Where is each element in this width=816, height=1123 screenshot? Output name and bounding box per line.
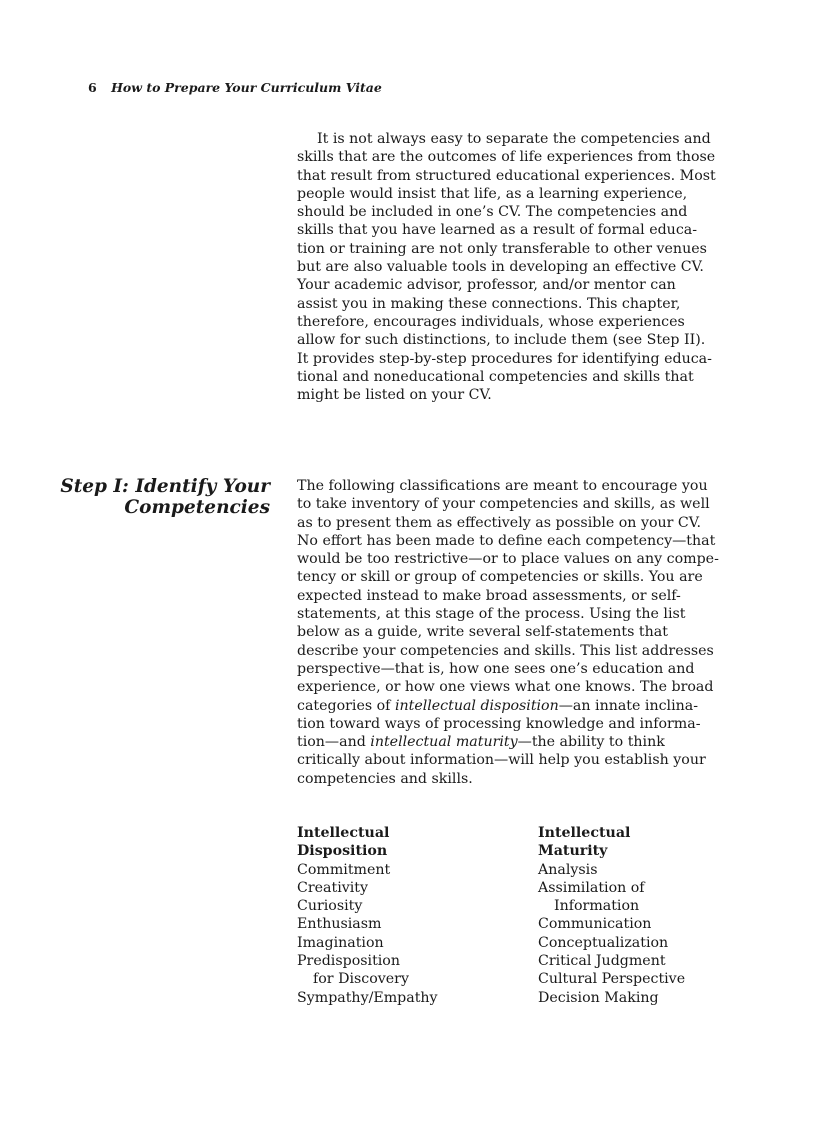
section-heading-line: Competencies: [124, 497, 270, 518]
text-line: as to present them as effectively as possible on your CV.: [297, 514, 702, 531]
section-heading-line: Step I: Identify Your: [60, 476, 270, 497]
list-heading: Intellectual: [538, 825, 631, 841]
book-title: How to Prepare Your Curriculum Vitae: [111, 80, 382, 95]
list-heading: Maturity: [538, 843, 608, 860]
list-item: Sympathy/Empathy: [297, 989, 438, 1006]
list-item: Creativity: [297, 879, 368, 896]
text-line: should be included in one’s CV. The competencies and: [297, 204, 688, 221]
text-line: would be too restrictive—or to place values on any compe-: [297, 551, 719, 568]
page-number: 6: [88, 80, 97, 95]
text-line: describe your competencies and skills. This list addresses: [297, 642, 714, 659]
section-heading: [60, 476, 270, 518]
text-line: skills that you have learned as a result of formal educa-: [297, 222, 698, 239]
emphasized-term: intellectual maturity: [370, 734, 518, 751]
text-line: [297, 733, 697, 751]
text-line: Your academic advisor, professor, and/or mentor can: [297, 277, 676, 294]
text-line: below as a guide, write several self-statements that: [297, 624, 668, 641]
text-line: No effort has been made to define each competency—that: [297, 532, 716, 549]
list-item: Imagination: [297, 934, 384, 951]
text-run: —an innate inclina-: [558, 697, 698, 714]
list-heading: Disposition: [297, 843, 388, 860]
list-item: Commitment: [297, 861, 391, 878]
list-intellectual-maturity: [538, 824, 685, 1007]
list-item: Communication: [538, 916, 652, 933]
text-line: might be listed on your CV.: [297, 387, 492, 404]
text-run: —the ability to think: [517, 734, 665, 751]
text-line: statements, at this stage of the process. Using the list: [297, 606, 686, 623]
text-line: tency or skill or group of competencies or skills. You are: [297, 569, 703, 586]
text-line: critically about information—will help you establish your: [297, 752, 706, 769]
text-run: categories of: [297, 697, 395, 714]
text-line: The following classifications are meant to encourage you: [297, 478, 708, 494]
step-paragraph: [297, 477, 719, 788]
text-line: but are also valuable tools in developing an effective CV.: [297, 259, 704, 276]
list-item: Analysis: [538, 861, 598, 878]
list-item: Decision Making: [538, 989, 659, 1006]
text-line: tion toward ways of processing knowledge and informa-: [297, 715, 701, 732]
list-item: Conceptualization: [538, 934, 669, 951]
text-line: It provides step-by-step procedures for identifying educa-: [297, 350, 712, 367]
running-header: [88, 80, 382, 95]
text-line: skills that are the outcomes of life experiences from those: [297, 149, 716, 166]
text-line: to take inventory of your competencies and skills, as well: [297, 496, 710, 513]
list-item: Information: [554, 898, 640, 915]
text-line: [297, 697, 697, 715]
list-item: Enthusiasm: [297, 916, 382, 933]
intro-paragraph: [297, 130, 716, 404]
text-line: experience, or how one views what one knows. The broad: [297, 679, 714, 696]
list-item: Critical Judgment: [538, 953, 666, 970]
text-line: tional and noneducational competencies and skills that: [297, 368, 694, 385]
list-item: for Discovery: [313, 971, 409, 988]
list-item: Curiosity: [297, 898, 363, 915]
text-line: that result from structured educational experiences. Most: [297, 167, 716, 184]
list-heading: Intellectual: [297, 825, 390, 841]
text-line: It is not always easy to separate the competencies and: [317, 131, 711, 147]
text-line: competencies and skills.: [297, 770, 473, 787]
text-line: people would insist that life, as a learning experience,: [297, 185, 688, 202]
emphasized-term: intellectual disposition: [394, 697, 559, 714]
text-line: therefore, encourages individuals, whose experiences: [297, 313, 685, 330]
list-intellectual-disposition: [297, 824, 438, 1007]
text-line: perspective—that is, how one sees one’s education and: [297, 660, 695, 677]
text-run: tion—and: [297, 734, 371, 751]
list-item: Assimilation of: [538, 879, 645, 896]
text-line: assist you in making these connections. This chapter,: [297, 295, 681, 312]
text-line: expected instead to make broad assessments, or self-: [297, 587, 681, 604]
list-item: Cultural Perspective: [538, 971, 686, 988]
text-line: tion or training are not only transferable to other venues: [297, 240, 707, 257]
list-item: Predisposition: [297, 953, 400, 970]
text-line: allow for such distinctions, to include them (see Step II).: [297, 332, 706, 349]
